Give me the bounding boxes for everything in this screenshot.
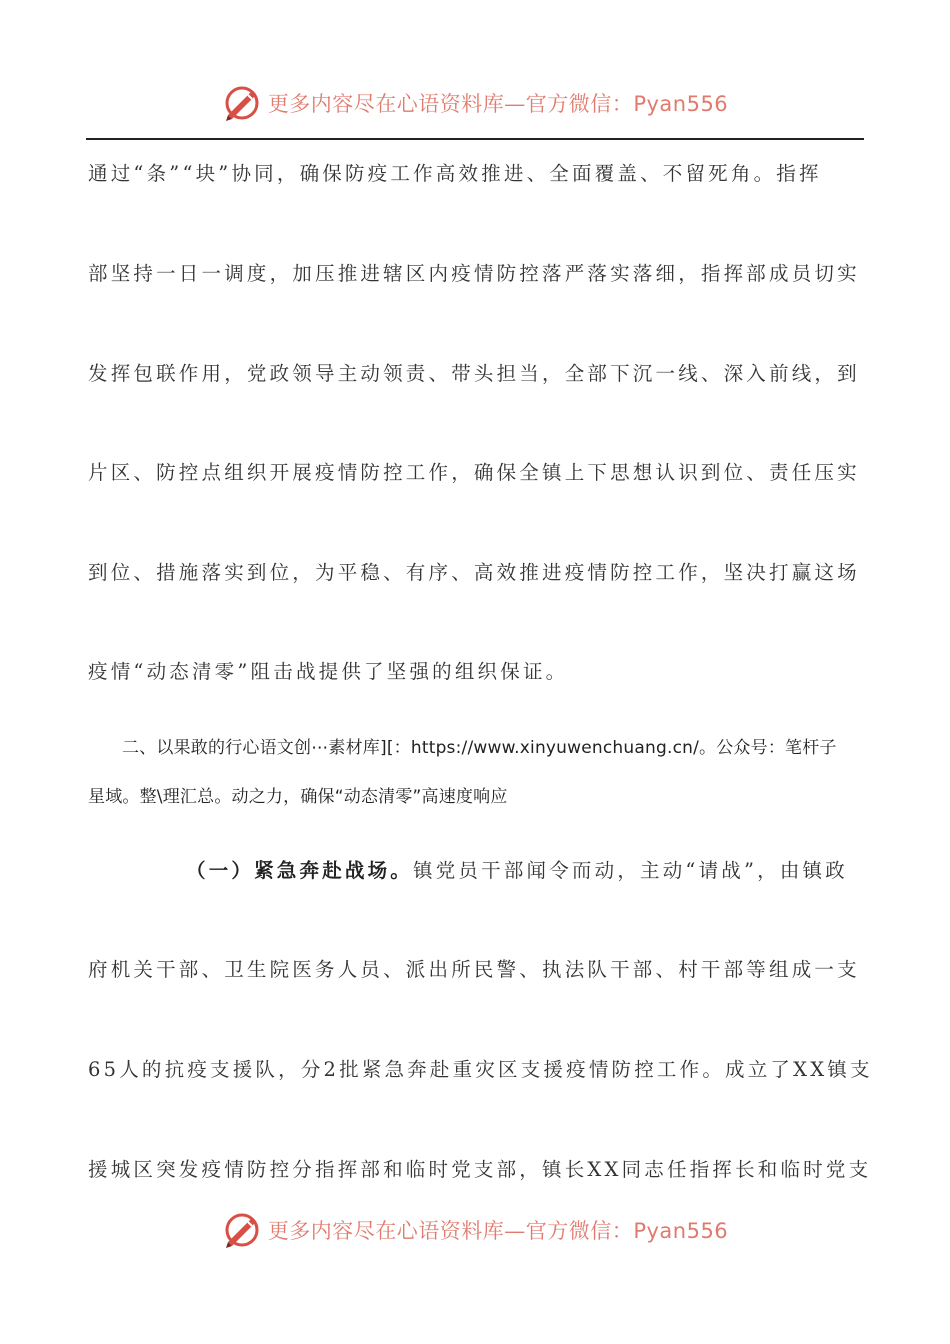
paragraph1-line-1: 通过“条”“块”协同，确保防疫工作高效推进、全面覆盖、不留死角。指挥 <box>88 162 822 185</box>
section-heading-line-2: 星域。整\理汇总。动之力，确保“动态清零”高速度响应 <box>88 787 508 807</box>
header-divider <box>86 138 864 140</box>
paragraph1-line-5: 到位、措施落实到位，为平稳、有序、高效推进疫情防控工作，坚决打赢这场 <box>88 561 860 584</box>
paragraph1-line-2: 部坚持一日一调度，加压推进辖区内疫情防控落严落实落细，指挥部成员切实 <box>88 262 860 285</box>
banner-handle: Pyan556 <box>633 1219 729 1243</box>
paragraph2-line-4: 援城区突发疫情防控分指挥部和临时党支部，镇长XX同志任指挥长和临时党支 <box>88 1158 872 1181</box>
banner-text: 更多内容尽在心语资料库—官方微信：Pyan556 <box>267 1219 729 1243</box>
banner-handle: Pyan556 <box>633 92 729 116</box>
pen-logo-icon <box>222 83 262 123</box>
paragraph1-line-3: 发挥包联作用，党政领导主动领责、带头担当，全部下沉一线、深入前线，到 <box>88 362 860 385</box>
banner-text: 更多内容尽在心语资料库—官方微信：Pyan556 <box>267 92 729 116</box>
paragraph2-line-1-rest: 镇党员干部闻令而动，主动“请战”，由镇政 <box>413 859 848 882</box>
subheading: （一）紧急奔赴战场。 <box>186 859 414 882</box>
paragraph1-line-6: 疫情“动态清零”阻击战提供了坚强的组织保证。 <box>88 660 569 683</box>
paragraph2-line-2: 府机关干部、卫生院医务人员、派出所民警、执法队干部、村干部等组成一支 <box>88 958 860 981</box>
paragraph2-line-3: 65人的抗疫支援队，分2批紧急奔赴重灾区支援疫情防控工作。成立了XX镇支 <box>88 1058 873 1081</box>
section-heading-line-1: 二、以果敢的行心语文创⋯素材库][：https://www.xinyuwenchuang.cn/。公众号：笔杆子 <box>122 738 837 758</box>
paragraph2-line-1 <box>186 855 862 883</box>
footer-banner <box>0 1207 950 1253</box>
pen-logo-icon <box>222 1210 262 1250</box>
paragraph1-line-4: 片区、防控点组织开展疫情防控工作，确保全镇上下思想认识到位、责任压实 <box>88 461 860 484</box>
header-banner <box>0 80 950 126</box>
